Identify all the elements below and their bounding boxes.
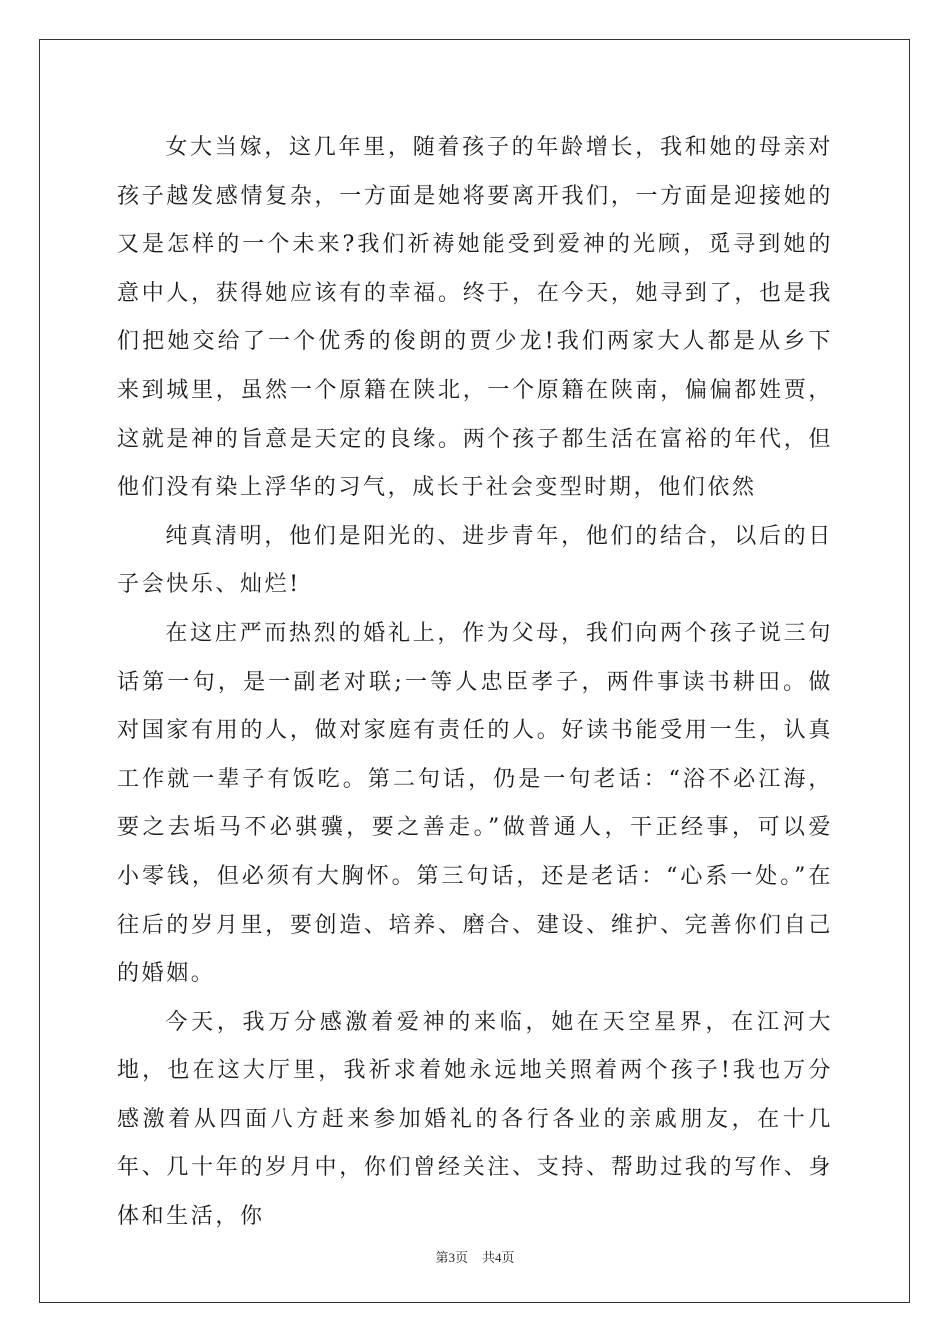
page-total: 共4页: [482, 1250, 515, 1265]
paragraph-1: 女大当嫁，这几年里，随着孩子的年龄增长，我和她的母亲对孩子越发感情复杂，一方面是她将要离开我们，一方面是迎接她的又是怎样的一个未来?我们祈祷她能受到爱神的光顾，觅寻到她的意中人，获得她应该有的幸福。终于，在今天，她寻到了，也是我们把她交给了一个优秀的俊朗的贾少龙!我们两家大人都是从乡下来到城里，虽然一个原籍在陕北，一个原籍在陕南，偏偏都姓贾，这就是神的旨意是天定的良缘。两个孩子都生活在富裕的年代，但他们没有染上浮华的习气，成长于社会变型时期，他们依然: [117, 135, 833, 501]
page-number: 第3页: [435, 1250, 468, 1265]
paragraph-4: 今天，我万分感激着爱神的来临，她在天空星界，在江河大地，也在这大厅里，我祈求着她永远地关照着两个孩子!我也万分感激着从四面八方赶来参加婚礼的各行各业的亲戚朋友，在十几年、几十年的岁月中，你们曾经关注、支持、帮助过我的写作、身体和生活，你: [117, 1009, 833, 1230]
paragraph-2: 纯真清明，他们是阳光的、进步青年，他们的结合，以后的日子会快乐、灿烂!: [117, 523, 833, 598]
paragraph-3: 在这庄严而热烈的婚礼上，作为父母，我们向两个孩子说三句话第一句，是一副老对联;一等人忠臣孝子，两件事读书耕田。做对国家有用的人，做对家庭有责任的人。好读书能受用一生，认真工作就一辈子有饭吃。第二句话，仍是一句老话：“浴不必江海，要之去垢马不必骐骥，要之善走。”做普通人，干正经事，可以爱小零钱，但必须有大胸怀。第三句话，还是老话：“心系一处。”在往后的岁月里，要创造、培养、磨合、建设、维护、完善你们自己的婚姻。: [117, 620, 833, 987]
document-body: [117, 124, 833, 1242]
page-footer: [0, 1247, 950, 1266]
